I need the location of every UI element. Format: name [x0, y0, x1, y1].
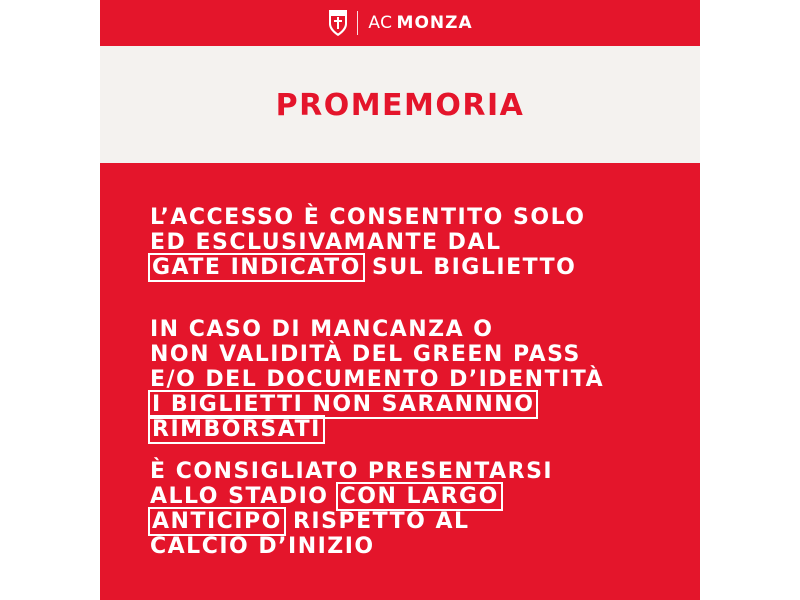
notice-line [150, 392, 670, 417]
top-bar [100, 0, 700, 46]
highlighted-text: RIMBORSATI [152, 417, 321, 442]
notice-block-green-pass [150, 317, 670, 442]
notice-line: È CONSIGLIATO PRESENTARSI [150, 459, 554, 484]
notice-line: IN CASO DI MANCANZA O [150, 317, 494, 342]
notice-line [150, 509, 670, 534]
brand-name: MONZA [396, 13, 473, 33]
notice-block-arrival [150, 459, 670, 559]
notice-panel [100, 163, 700, 600]
notice-line [150, 255, 670, 280]
highlighted-text: ANTICIPO [152, 509, 282, 534]
highlighted-text: I BIGLIETTI NON SARANNNO [152, 392, 535, 417]
monza-crest-icon [327, 8, 349, 38]
notice-text: SUL BIGLIETTO [371, 255, 577, 280]
notice-line [150, 417, 670, 442]
brand-prefix: AC [368, 13, 393, 33]
notice-line [150, 484, 670, 509]
highlighted-text: GATE INDICATO [152, 255, 361, 280]
notice-line: E/O DEL DOCUMENTO D’IDENTITÀ [150, 367, 605, 392]
notice-line: ED ESCLUSIVAMANTE DAL [150, 230, 502, 255]
notice-line: NON VALIDITÀ DEL GREEN PASS [150, 342, 581, 367]
notice-text: RISPETTO AL [292, 509, 470, 534]
notice-block-gate [150, 205, 670, 280]
notice-line: CALCIO D’INIZIO [150, 534, 375, 559]
header-divider [357, 11, 358, 35]
notice-text: ALLO STADIO [150, 484, 329, 509]
brand-logo-text [368, 13, 472, 33]
notice-line: L’ACCESSO È CONSENTITO SOLO [150, 205, 586, 230]
highlighted-text: CON LARGO [339, 484, 499, 509]
poster [100, 0, 700, 600]
page-title: PROMEMORIA [275, 88, 525, 123]
